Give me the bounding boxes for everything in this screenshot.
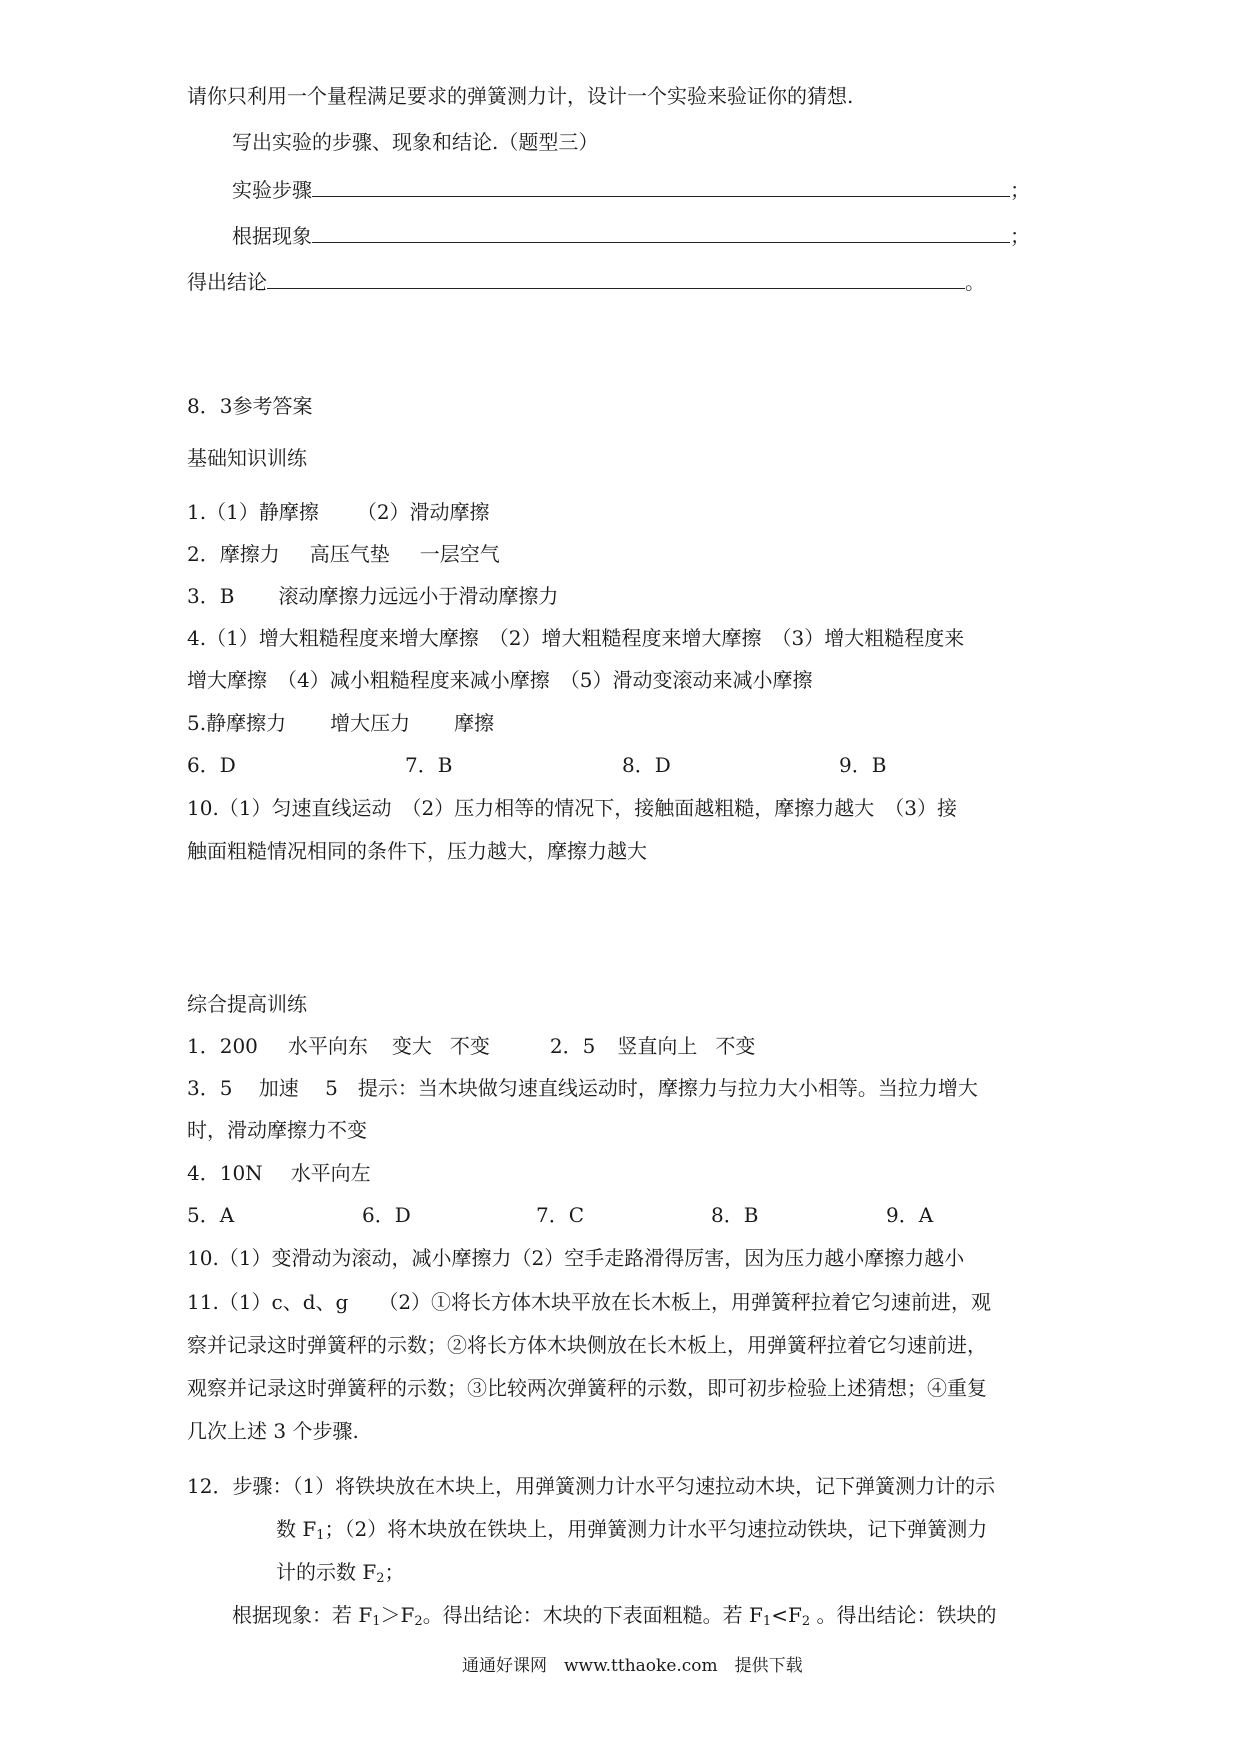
basic-mc-8: 8．D <box>622 753 671 777</box>
advanced-mc-9: 9．A <box>886 1203 934 1227</box>
basic-heading: 基础知识训练 <box>187 446 307 470</box>
advanced-mc-8: 8．B <box>711 1203 759 1227</box>
phenomenon-blank <box>312 220 1010 243</box>
conclusion-label: 得出结论 <box>187 270 267 294</box>
steps-label: 实验步骤 <box>232 178 312 202</box>
phenomenon-line: 根据现象 ； <box>232 220 1030 250</box>
basic-answer-10-line-1: 10.（1）匀速直线运动 （2）压力相等的情况下，接触面越粗糙，摩擦力越大 （3）接 <box>187 796 957 820</box>
advanced-answer-11-line-1: 11.（1）c、d、g （2）①将长方体木块平放在长木板上，用弹簧秤拉着它匀速前进，观 <box>187 1290 992 1314</box>
page-footer: 通通好课网 www.tthaoke.com 提供下载 <box>462 1656 803 1676</box>
conclusion-line: 得出结论 。 <box>187 266 985 296</box>
advanced-answer-12-line-3: 计的示数 $F_2$； <box>276 1560 405 1586</box>
advanced-answer-12-line-4: 根据现象：若 $F_1>F_2$。得出结论：木块的下表面粗糙。若 $F_1<F_2$ 。得出结论：铁块的 <box>232 1603 997 1629</box>
advanced-mc-7: 7．C <box>536 1203 585 1227</box>
advanced-answer-11-line-2: 察并记录这时弹簧秤的示数；②将长方体木块侧放在长木板上，用弹簧秤拉着它匀速前进， <box>187 1333 987 1357</box>
advanced-answer-11-line-3: 观察并记录这时弹簧秤的示数；③比较两次弹簧秤的示数，即可初步检验上述猜想；④重复 <box>187 1376 987 1400</box>
basic-answer-2: 2．摩擦力 高压气垫 一层空气 <box>187 542 500 566</box>
advanced-answer-10: 10.（1）变滑动为滚动，减小摩擦力（2）空手走路滑得厉害，因为压力越小摩擦力越小 <box>187 1246 965 1270</box>
basic-mc-7: 7．B <box>405 753 453 777</box>
advanced-answer-12-line-1: 12．步骤：（1）将铁块放在木块上，用弹簧测力计水平匀速拉动木块，记下弹簧测力计的示 <box>187 1474 996 1498</box>
advanced-mc-5: 5．A <box>187 1203 235 1227</box>
answers-title: 8．3参考答案 <box>187 394 313 418</box>
steps-blank <box>312 174 1010 197</box>
basic-answer-10-line-2: 触面粗糙情况相同的条件下，压力越大，摩擦力越大 <box>187 839 647 863</box>
basic-answer-4-line-2: 增大摩擦 （4）减小粗糙程度来减小摩擦 （5）滑动变滚动来减小摩擦 <box>187 668 813 692</box>
advanced-answer-1-2: 1．200 水平向东 变大 不变 2．5 竖直向上 不变 <box>187 1034 756 1058</box>
basic-answer-1: 1.（1）静摩擦 （2）滑动摩擦 <box>187 500 490 524</box>
advanced-answer-12-line-2: 数 $F_1$；（2）将木块放在铁块上，用弹簧测力计水平匀速拉动铁块，记下弹簧测力 <box>276 1517 988 1543</box>
basic-answer-4-line-1: 4.（1）增大粗糙程度来增大摩擦 （2）增大粗糙程度来增大摩擦 （3）增大粗糙程度来 <box>187 626 965 650</box>
conclusion-blank <box>267 266 965 289</box>
basic-mc-9: 9．B <box>839 753 887 777</box>
advanced-answer-4: 4．10N 水平向左 <box>187 1161 371 1185</box>
question-instruction: 写出实验的步骤、现象和结论.（题型三） <box>232 130 599 154</box>
basic-answer-5: 5.静摩擦力 增大压力 摩擦 <box>187 711 495 735</box>
advanced-answer-3-line-2: 时，滑动摩擦力不变 <box>187 1118 367 1142</box>
advanced-heading: 综合提高训练 <box>187 992 307 1016</box>
steps-line: 实验步骤 ； <box>232 174 1030 204</box>
advanced-answer-3-line-1: 3．5 加速 5 提示：当木块做匀速直线运动时，摩擦力与拉力大小相等。当拉力增大 <box>187 1076 978 1100</box>
advanced-answer-11-line-4: 几次上述 3 个步骤. <box>187 1419 359 1443</box>
question-intro: 请你只利用一个量程满足要求的弹簧测力计，设计一个实验来验证你的猜想. <box>187 84 854 108</box>
basic-mc-6: 6．D <box>187 753 236 777</box>
basic-answer-3: 3．B 滚动摩擦力远远小于滑动摩擦力 <box>187 584 559 608</box>
phenomenon-label: 根据现象 <box>232 224 312 248</box>
advanced-mc-6: 6．D <box>362 1203 411 1227</box>
